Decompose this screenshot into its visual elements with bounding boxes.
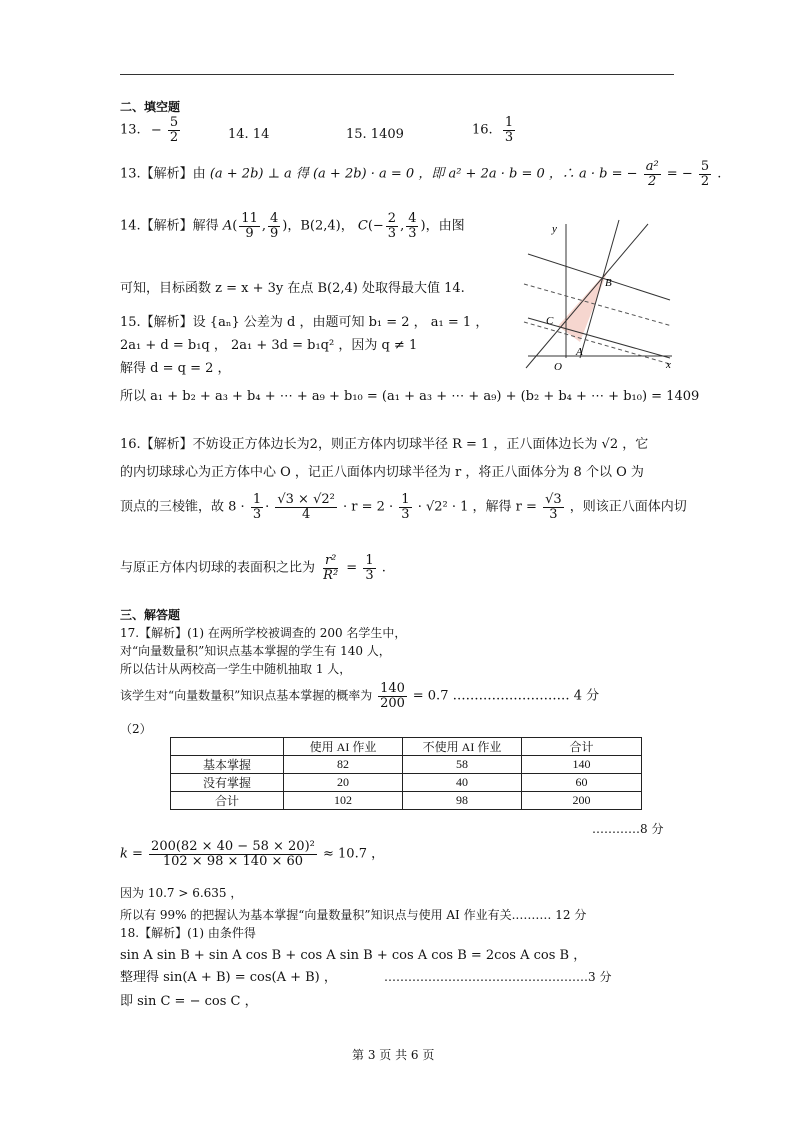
solution-16-line3-b: · r = 2 · (342, 499, 394, 515)
solution-16-line4-b: = (346, 560, 358, 576)
solution-17-line2: 对“向量数量积”知识点基本掌握的学生有 140 人， (120, 644, 391, 658)
point-C-y (406, 212, 418, 240)
solution-16-frac4-num: √3 (545, 492, 562, 507)
answer-13 (120, 116, 182, 144)
solution-16-frac6-den: 3 (365, 567, 374, 583)
solution-17-line4 (120, 682, 599, 710)
point-A-x-den: 9 (245, 225, 254, 241)
table-row (171, 756, 642, 774)
solution-13-frac2-num: 5 (700, 159, 710, 174)
solution-13-frac2 (699, 160, 711, 188)
point-C-x-num: 2 (387, 211, 397, 226)
answer-14: 14. 14 (228, 127, 270, 142)
answer-13-den: 2 (169, 129, 179, 145)
solution-16-frac3-den: 3 (401, 506, 410, 522)
solution-17-conclusion: 所以有 99% 的把握认为基本掌握“向量数量积”知识点与使用 AI 作业有关.……… 12 分 (120, 908, 587, 922)
solution-13-prefix: 13.【解析】由 (120, 166, 206, 182)
table-header-cell (171, 738, 284, 756)
graph-C-label: C (546, 315, 554, 327)
table-cell: 98 (403, 792, 522, 810)
solution-16-frac2-num: √3 × √2² (277, 492, 335, 507)
point-A-x (239, 212, 260, 240)
solution-16-line4-c: . (381, 560, 386, 576)
answer-16-label: 16. (472, 122, 493, 138)
answer-16-fraction (503, 116, 515, 144)
point-C-name: C (357, 218, 368, 234)
solution-17-k-num: 200(82 × 40 − 58 × 20)² (151, 839, 315, 854)
solution-15-line2: 2a₁ + d = b₁q ， 2a₁ + 3d = b₁q² ，因为 q ≠ 1 (120, 338, 418, 353)
table-cell: 60 (522, 774, 642, 792)
line-steep (580, 220, 619, 358)
solution-18-line1: 18.【解析】(1) 由条件得 (120, 926, 256, 940)
solution-18-line3-a: 整理得 sin(A + B) = cos(A + B) ， (120, 970, 337, 985)
solution-14-line2: 可知，目标函数 z = x + 3y 在点 B(2,4) 处取得最大值 14. (120, 281, 465, 296)
solution-16-frac2 (275, 493, 336, 521)
solution-16-line4 (120, 554, 386, 582)
answer-15: 15. 1409 (346, 127, 404, 142)
score-8: …………8 分 (592, 822, 664, 836)
solution-17-prob-den: 200 (380, 695, 405, 711)
solution-16-line1: 16.【解析】不妨设正方体边长为2，则正方体内切球半径 R = 1 ，正八面体边长为 √2 ，它 (120, 437, 649, 452)
point-A-y-num: 4 (269, 211, 279, 226)
solution-16-frac6 (363, 554, 375, 582)
solution-13-frac1-den: 2 (648, 173, 657, 189)
table-cell: 58 (403, 756, 522, 774)
solution-18-line4: 即 sin C = − cos C ， (120, 994, 258, 1009)
solution-16-frac3-num: 1 (401, 492, 410, 507)
solution-13 (120, 160, 721, 188)
solution-17-line1: 17.【解析】(1) 在两所学校被调查的 200 名学生中， (120, 626, 407, 640)
solution-13-frac2-den: 2 (700, 173, 710, 189)
graph-O-label: O (554, 361, 562, 373)
table-cell: 140 (522, 756, 642, 774)
answer-13-label: 13. (120, 122, 141, 138)
solution-16-frac3 (399, 493, 411, 521)
solution-16-line3-d: ，则该正八面体内切 (569, 499, 687, 515)
point-C-y-num: 4 (408, 211, 417, 226)
solution-15-line4: 所以 a₁ + b₂ + a₃ + b₄ + ⋯ + a₉ + b₁₀ = (a₁ + a₃ + ⋯ + a₉) + (b₂ + b₄ + ⋯ + b₁₀) = 1409 (120, 389, 700, 404)
solution-16-line3-c: · √2² · 1 ，解得 r = (417, 499, 537, 515)
solution-16-line3-a: 顶点的三棱锥，故 8 · (120, 499, 245, 515)
solution-17-because: 因为 10.7 > 6.635 ， (120, 886, 243, 900)
point-C-x-den: 3 (387, 225, 397, 241)
answer-16-den: 3 (504, 129, 514, 145)
table-row (171, 792, 642, 810)
solution-16-frac5 (321, 554, 340, 582)
page-footer: 第 3 页 共 6 页 (352, 1048, 435, 1062)
table-header-cell: 合计 (522, 738, 642, 756)
solution-17-prob-num: 140 (380, 681, 405, 696)
solution-16-line2: 的内切球球心为正方体中心 O ，记正八面体内切球半径为 r ，将正八面体分为 8 个以 O 为 (120, 465, 644, 480)
solution-16-frac6-num: 1 (365, 553, 374, 568)
section-title-fill-in: 二、填空题 (120, 100, 181, 114)
section-title-answers: 三、解答题 (120, 608, 181, 622)
solution-17-probability (378, 682, 407, 710)
table-cell: 102 (284, 792, 403, 810)
point-A-y (268, 212, 280, 240)
answer-13-num: 5 (169, 115, 179, 130)
solution-17-k-label: k = (120, 846, 143, 862)
solution-16-frac2-den: 4 (301, 506, 311, 522)
point-C-x (386, 212, 398, 240)
solution-16-frac5-num: r² (324, 553, 337, 568)
solution-17-k-den: 102 × 98 × 140 × 60 (162, 853, 304, 869)
table-cell: 200 (522, 792, 642, 810)
table-header-row (171, 738, 642, 756)
solution-13-expr: (a + 2b) ⊥ a 得 (a + 2b) · a = 0 ，即 a² + 2a · b = 0 ，∴ a · b = − (209, 166, 638, 182)
solution-17-line4-a: 该学生对“向量数量积”知识点基本掌握的概率为 (120, 688, 373, 703)
solution-13-eq: = − (666, 166, 693, 182)
answer-13-sign: − (150, 122, 162, 138)
solution-17-line3: 所以估计从两校高一学生中随机抽取 1 人， (120, 662, 352, 676)
point-A-name: A (222, 218, 233, 234)
table-cell: 没有掌握 (171, 774, 284, 792)
point-C-y-den: 3 (408, 225, 417, 241)
solution-16-line3: 顶点的三棱锥，故 8 · $\frac{1}{3}$ · $\frac{\text{√3 × √2²}}{4}$ · r = 2 · $\frac{1}{3}$ · √2² · 1 ，解得 r = $\frac{√3}{3}$ ，则该正八面体内切 (120, 492, 687, 522)
answer-16 (472, 116, 517, 144)
contingency-table (170, 737, 642, 810)
solution-15-line3: 解得 d = q = 2 ， (120, 361, 231, 376)
point-A-y-den: 9 (269, 225, 279, 241)
solution-16-frac4-den: 3 (549, 506, 558, 522)
table-cell: 基本掌握 (171, 756, 284, 774)
table-header-cell: 不使用 AI 作业 (403, 738, 522, 756)
solution-16-frac4 (543, 493, 564, 521)
graph-B-label: B (605, 277, 612, 289)
table-header-cell: 使用 AI 作业 (284, 738, 403, 756)
objective-line-2 (524, 322, 670, 364)
solution-17-line4-b: = 0.7 ……………………… 4 分 (412, 688, 600, 704)
graph-y-label: y (552, 223, 557, 235)
solution-18-line3 (120, 966, 337, 985)
answer-16-num: 1 (504, 115, 514, 130)
graph-x-label: x (666, 359, 671, 371)
solution-17-part2: （2） (120, 722, 152, 736)
solution-17-k-fraction (149, 840, 317, 868)
table-row (171, 774, 642, 792)
table-cell: 82 (284, 756, 403, 774)
point-B-coords: ，B(2,4)， (287, 218, 354, 234)
solution-16-frac5-den: R² (323, 567, 339, 583)
table-cell: 40 (403, 774, 522, 792)
graph-A-label: A (576, 346, 583, 358)
solution-18-score-3: ……………………………………………3 分 (384, 970, 612, 984)
solution-13-end: . (717, 166, 722, 182)
solution-17-k-approx: ≈ 10.7 ， (323, 846, 385, 862)
solution-16-line4-a: 与原正方体内切球的表面积之比为 (120, 560, 316, 576)
solution-16-frac1 (251, 493, 263, 521)
solution-17-k (120, 840, 384, 868)
table-cell: 合计 (171, 792, 284, 810)
table-cell: 20 (284, 774, 403, 792)
solution-16-frac1-num: 1 (252, 492, 262, 507)
point-A-x-num: 11 (241, 211, 258, 226)
solution-13-frac1 (644, 160, 661, 188)
solution-14-suffix: ，由图 (425, 218, 465, 234)
solution-13-frac1-num: a² (645, 159, 659, 174)
feasible-region-graph (520, 218, 676, 376)
top-rule (120, 74, 674, 75)
solution-14-prefix: 14.【解析】解得 (120, 218, 219, 234)
solution-14-line1: 14.【解析】解得 A( $\frac{11}{9}$ , $\frac{4}{9}$ )，B(2,4)， C(− $\frac{2}{3}$ , $\frac{4}{3}$ )，由图 (120, 211, 465, 241)
answer-13-fraction (168, 116, 180, 144)
solution-18-line2: sin A sin B + sin A cos B + cos A sin B + cos A cos B = 2cos A cos B ， (120, 948, 587, 963)
solution-15-line1: 15.【解析】设 {aₙ} 公差为 d ，由题可知 b₁ = 2 ， a₁ = 1 ， (120, 315, 489, 330)
solution-16-frac1-den: 3 (252, 506, 262, 522)
